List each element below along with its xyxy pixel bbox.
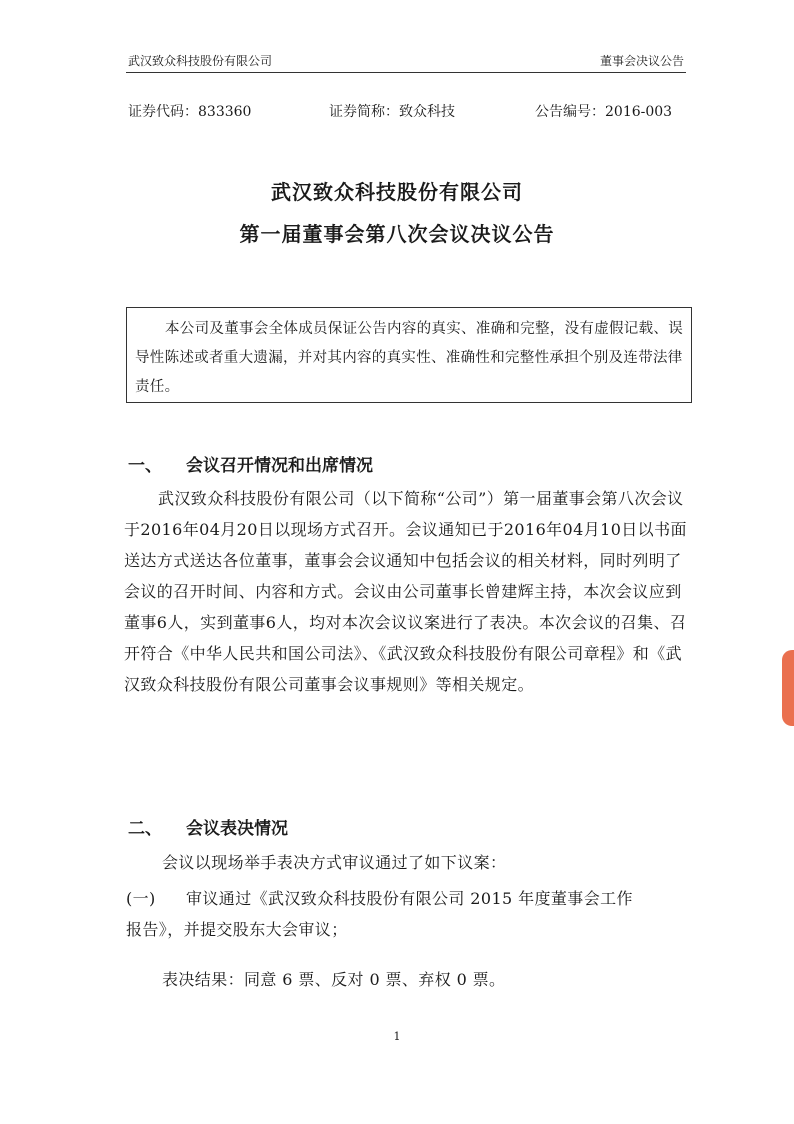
item1-line2: 报告》，并提交股东大会审议； — [126, 920, 348, 939]
header-doc-type: 董事会决议公告 — [599, 54, 684, 68]
disclaimer-box — [126, 307, 692, 403]
security-short-name: 证券简称：致众科技 — [329, 104, 455, 120]
section1-heading: 会议召开情况和出席情况 — [186, 456, 373, 476]
section2-number: 二、 — [128, 819, 162, 839]
section2-heading: 会议表决情况 — [186, 819, 288, 839]
security-code: 证券代码：833360 — [128, 104, 252, 120]
section1-body-text: 武汉致众科技股份有限公司（以下简称“公司”）第一届董事会第八次会议于2016年04月20日以现场方式召开。会议通知已于2016年04月10日以书面送达方式送达各位董事，董事会会议通知中包括会议的相关材料，同时列明了会议的召开时间、内容和方式。会议由公司董事长曾建辉主持，本次会议应到董事6人，实到董事6人，均对本次会议议案进行了表决。本次会议的召集、召开符合《中华人民共和国公司法》、《武汉致众科技股份有限公司章程》和《武汉致众科技股份有限公司董事会议事规则》等相关规定。 — [124, 489, 687, 694]
item1-number: (一) — [126, 889, 156, 908]
header-company: 武汉致众科技股份有限公司 — [128, 54, 273, 68]
vote-result: 表决结果：同意 6 票、反对 0 票、弃权 0 票。 — [162, 970, 506, 989]
section1-number: 一、 — [128, 456, 162, 476]
page-title-announcement: 第一届董事会第八次会议决议公告 — [239, 222, 555, 246]
page-title-company: 武汉致众科技股份有限公司 — [271, 180, 523, 204]
header-divider — [126, 72, 686, 73]
disclaimer-text: 本公司及董事会全体成员保证公告内容的真实、准确和完整，没有虚假记载、误导性陈述或者重大遗漏，并对其内容的真实性、准确性和完整性承担个别及连带法律责任。 — [135, 321, 683, 395]
section2-intro: 会议以现场举手表决方式审议通过了如下议案： — [162, 853, 507, 872]
page-number: 1 — [393, 1030, 401, 1043]
scan-edge-mark — [782, 650, 794, 726]
item1-line1: 审议通过《武汉致众科技股份有限公司 2015 年度董事会工作 — [186, 889, 633, 908]
section1-body — [124, 483, 690, 700]
notice-number: 公告编号：2016-003 — [535, 104, 673, 120]
